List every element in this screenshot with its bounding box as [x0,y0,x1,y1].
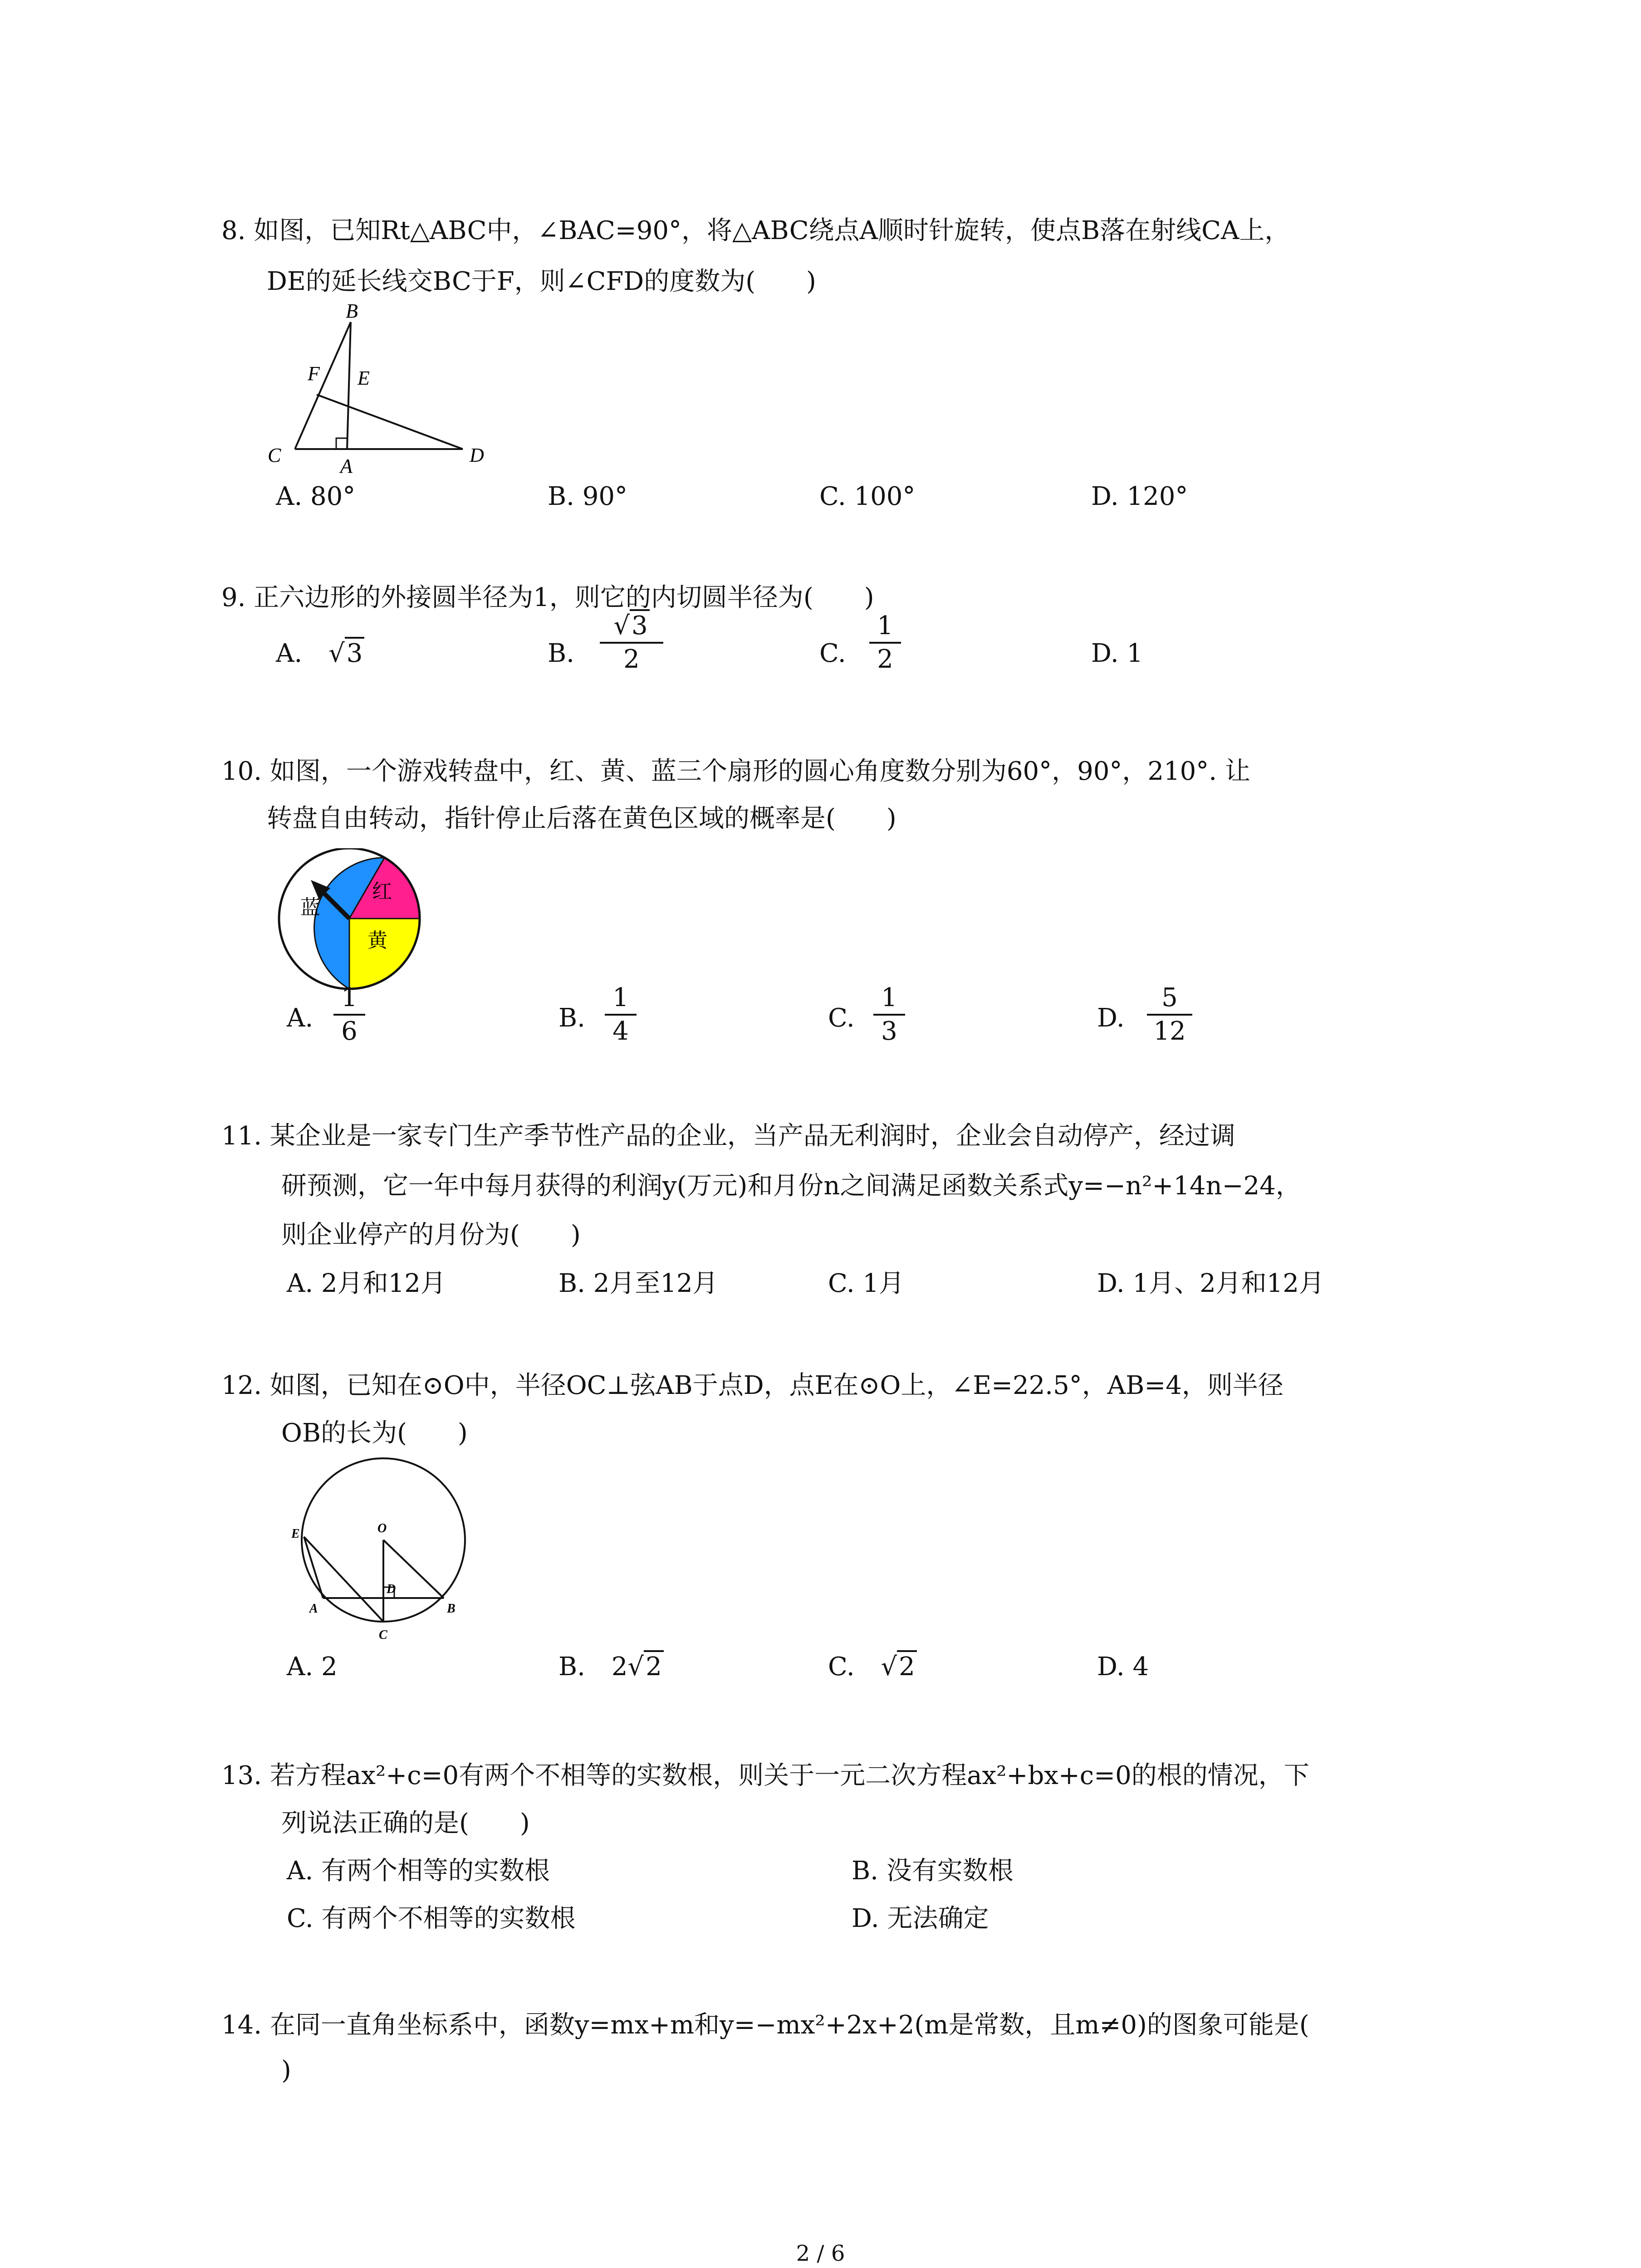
q9-option-b-denominator: 2 [623,645,640,674]
q8-option-d: D. 120° [1091,482,1188,511]
q14-line2: ) [281,2056,291,2085]
q13-option-d: D. 无法确定 [852,1904,989,1933]
q10-label-yellow: 黄 [367,929,387,952]
q9-option-a-radicand: 3 [345,637,365,668]
q11-line2: 研预测，它一年中每月获得的利润y(万元)和月份n之间满足函数关系式y=−n²+14n−24， [281,1171,1301,1201]
q12-option-a: A. 2 [287,1652,338,1681]
q12-label-e: E [291,1527,300,1541]
q12-option-c-radicand: 2 [897,1650,917,1681]
q12-line2: OB的长为( ) [281,1418,468,1448]
q12-label-c: C [379,1628,387,1642]
q10-option-b-fraction [605,982,637,1047]
q10-option-a-label: A. [287,1003,314,1033]
q8-triangle-figure [259,299,495,481]
q12-option-c-sqrt: √2 [881,1651,916,1683]
q10-line1: 10. 如图，一个游戏转盘中，红、黄、蓝三个扇形的圆心角度数分别为60°，90°，210°. 让 [221,757,1250,786]
q10-spinner-figure [277,848,426,993]
q12-option-b [558,1651,664,1683]
page-number: 2 / 6 [796,2241,845,2266]
q11-option-c: C. 1月 [828,1269,905,1298]
q13-option-b: B. 没有实数根 [852,1856,1014,1886]
q10-label-blue: 蓝 [300,896,320,919]
q10-option-b-label: B. [558,1003,585,1033]
q12-option-b-coefficient: 2 [611,1652,628,1681]
q9-option-b-fraction [600,610,663,675]
q8-option-a: A. 80° [276,482,356,511]
q12-option-b-radicand: 2 [644,1650,664,1681]
q11-option-a: A. 2月和12月 [287,1269,446,1298]
q12-label-a: A [309,1602,318,1616]
q10-option-c-denominator: 3 [881,1017,897,1046]
q10-option-b-denominator: 4 [612,1017,629,1046]
q9-option-a [276,638,364,670]
q8-label-b: B [346,300,358,322]
q12-circle-figure [281,1456,481,1647]
q12-label-d: D [387,1582,396,1596]
q9-option-b-radicand: 3 [630,609,650,640]
q11-option-d: D. 1月、2月和12月 [1097,1269,1325,1298]
q8-label-e: E [358,367,370,389]
q12-option-d: D. 4 [1097,1652,1149,1681]
q9-option-c-denominator: 2 [877,645,893,674]
q14-line1: 14. 在同一直角坐标系中，函数y=mx+m和y=−mx²+2x+2(m是常数，且m≠0)的图象可能是( [221,2010,1309,2040]
q11-line3: 则企业停产的月份为( ) [281,1220,581,1250]
q10-option-c-numerator: 1 [881,983,897,1012]
q12-option-c-label: C. [828,1652,855,1681]
q12-label-o: O [377,1521,387,1535]
q13-line1: 13. 若方程ax²+c=0有两个不相等的实数根，则关于一元二次方程ax²+bx+c=0的根的情况，下 [221,1761,1309,1790]
q8-line1: 8. 如图，已知Rt△ABC中，∠BAC=90°，将△ABC绕点A顺时针旋转，使点B落在射线CA上， [221,216,1290,245]
q9-option-b-label: B. [548,639,574,668]
q10-line2: 转盘自由转动，指针停止后落在黄色区域的概率是( ) [267,804,896,833]
q12-option-c [828,1651,917,1683]
q10-option-a-fraction [333,982,365,1047]
q8-option-c: C. 100° [819,482,916,511]
q8-option-b: B. 90° [548,482,628,511]
q12-label-b: B [447,1602,456,1616]
q12-line1: 12. 如图，已知在⊙O中，半径OC⊥弦AB于点D，点E在⊙O上，∠E=22.5°，AB=4，则半径 [221,1371,1283,1400]
q13-line2: 列说法正确的是( ) [281,1809,530,1838]
q9-option-d: D. 1 [1091,639,1143,668]
q10-option-d-label: D. [1097,1003,1125,1033]
q8-label-f: F [308,362,320,385]
q9-line1: 9. 正六边形的外接圆半径为1，则它的内切圆半径为( ) [221,583,874,612]
q9-option-a-label: A. [276,639,303,668]
q9-option-a-sqrt: √3 [328,638,364,670]
q13-option-c: C. 有两个不相等的实数根 [287,1904,576,1933]
q10-option-d-numerator: 5 [1161,983,1178,1012]
q10-option-a-numerator: 1 [341,983,358,1012]
q10-label-red: 红 [372,880,392,903]
q10-option-b-numerator: 1 [612,983,629,1012]
q10-option-a-denominator: 6 [341,1017,358,1046]
q12-option-b-label: B. [558,1652,585,1681]
q11-line1: 11. 某企业是一家专门生产季节性产品的企业，当产品无利润时，企业会自动停产，经过调 [221,1121,1235,1151]
q10-option-d-denominator: 12 [1153,1017,1186,1046]
q9-option-c-numerator: 1 [877,611,893,640]
q10-option-d-fraction [1147,982,1192,1047]
q8-label-c: C [268,444,281,466]
q13-option-a: A. 有两个相等的实数根 [287,1856,550,1886]
q9-option-c-fraction [869,610,901,675]
q8-label-d: D [470,444,484,466]
q10-option-c-label: C. [828,1003,855,1033]
q8-line2: DE的延长线交BC于F，则∠CFD的度数为( ) [267,267,816,296]
q12-option-b-sqrt: √2 [627,1651,663,1683]
q10-option-c-fraction [873,982,905,1047]
q9-option-b-numerator: √3 [600,610,663,642]
q11-option-b: B. 2月至12月 [558,1269,718,1298]
q8-label-a: A [340,455,353,477]
q9-option-c-label: C. [819,639,846,668]
